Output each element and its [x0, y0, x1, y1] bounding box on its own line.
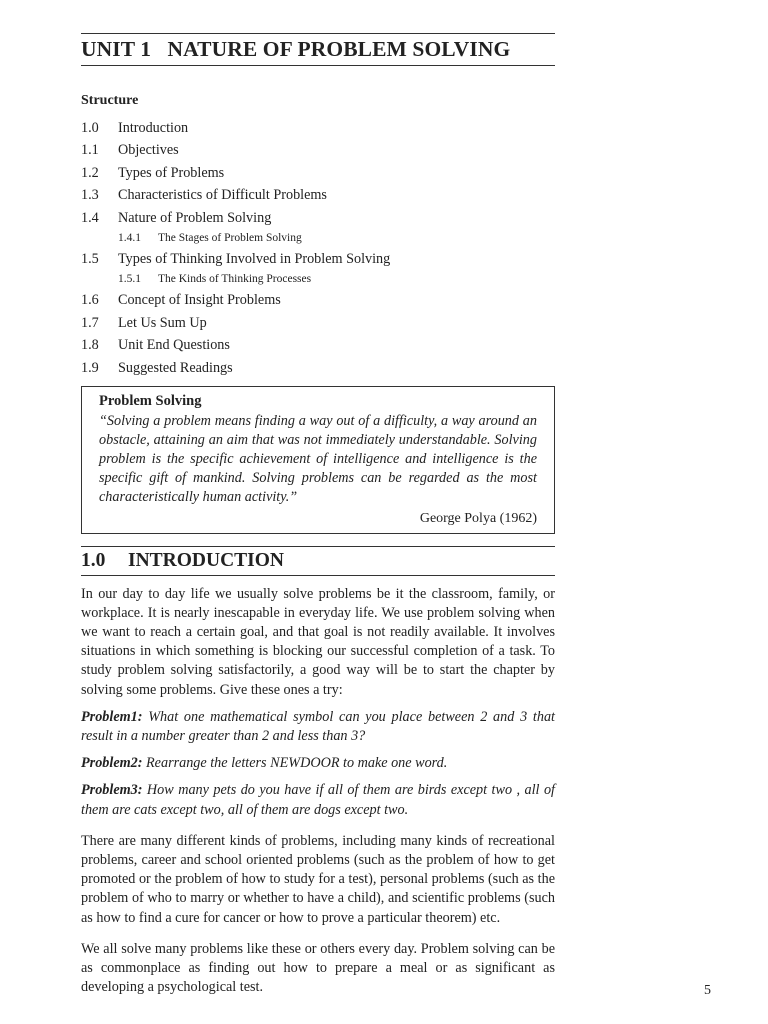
- toc-item: [81, 184, 555, 206]
- intro-paragraph: In our day to day life we usually solve problems be it the classroom, family, or workplace. It is nearly inescapable in everyday life. We use problem solving when we want to reach a certain goal, and that goal is not readily available. It involves situations in which something is blocking our successful completion of a task. To study problem solving satisfactorily, a good way will be to start the chapter by solving some problems. Give these ones a try:: [81, 585, 555, 698]
- toc-item-number: 1.2: [81, 164, 99, 181]
- toc-item-number: 1.8: [81, 337, 99, 354]
- toc-item-number: 1.0: [81, 120, 99, 136]
- problem-1: [81, 708, 555, 746]
- toc-item: [81, 139, 555, 161]
- problem-label: Problem2:: [81, 755, 143, 772]
- toc-item-label: Characteristics of Difficult Problems: [118, 187, 327, 204]
- toc-item-number: 1.1: [81, 142, 99, 159]
- kinds-of-problems-paragraph: There are many different kinds of problems, including many kinds of recreational problems, career and school oriented problems (such as the problem of how to get promoted or the problem of how to study for a test), personal problems (such as the problem of who to marry or whether to have a child), and scientific problems (such as how to find a cure for cancer or how to prove a particular theorem) etc.: [81, 832, 555, 926]
- toc-item-number: 1.5.1: [118, 273, 141, 286]
- toc-item-number: 1.9: [81, 359, 99, 376]
- toc-item-label: Nature of Problem Solving: [118, 209, 272, 226]
- toc-item-number: 1.7: [81, 314, 99, 331]
- toc-item-label: Unit End Questions: [118, 337, 230, 354]
- document-page: [81, 0, 555, 997]
- quote-box: [81, 386, 555, 534]
- section-title: INTRODUCTION: [128, 549, 285, 571]
- toc-item-label: Suggested Readings: [118, 359, 233, 376]
- section-heading: [81, 546, 555, 576]
- problem-label: Problem1:: [81, 708, 143, 725]
- toc-item-label: Objectives: [118, 142, 179, 159]
- toc-item: [81, 312, 555, 334]
- problem-3: [81, 781, 555, 819]
- section-number: 1.0: [81, 549, 106, 571]
- problem-text: What one mathematical symbol can you place between 2 and 3 that result in a number greater than 2 and less than 3?: [81, 708, 555, 745]
- unit-header: [81, 33, 555, 66]
- quote-author: George Polya (1962): [419, 510, 537, 526]
- problem-text: Rearrange the letters NEWDOOR to make one word.: [142, 755, 448, 772]
- unit-title: UNIT 1 NATURE OF PROBLEM SOLVING: [81, 37, 511, 61]
- toc-item-number: 1.5: [81, 251, 99, 268]
- quote-text: “Solving a problem means finding a way out of a difficulty, a way around an obstacle, attaining an aim that was not immediately understandable. Solving problem is the specific achievement of intelligence and intelligence is the specific gift of mankind. Solving problems can be regarded as the most characteristically human activity.”: [99, 413, 537, 505]
- structure-label: Structure: [81, 93, 139, 108]
- toc-item-label: Types of Problems: [118, 164, 225, 181]
- toc-item-label: The Kinds of Thinking Processes: [158, 273, 312, 286]
- toc-item-label: Introduction: [118, 120, 189, 136]
- page-number: 5: [704, 983, 711, 998]
- toc-item: [81, 248, 555, 270]
- toc-item: [81, 117, 555, 139]
- toc-item-label: Let Us Sum Up: [118, 314, 207, 331]
- problem-text: How many pets do you have if all of them are birds except two , all of them are cats except two, all of them are dogs except two.: [81, 782, 555, 818]
- problem-label: Problem3:: [81, 782, 143, 799]
- table-of-contents: [81, 117, 555, 379]
- toc-item-label: Types of Thinking Involved in Problem Solving: [118, 251, 391, 268]
- toc-item-number: 1.4.1: [118, 232, 141, 245]
- toc-item-number: 1.6: [81, 292, 99, 309]
- toc-subitem: [81, 270, 555, 289]
- toc-item-label: The Stages of Problem Solving: [158, 232, 302, 245]
- toc-item: [81, 162, 555, 184]
- toc-item: [81, 334, 555, 356]
- toc-item-number: 1.4: [81, 209, 99, 226]
- quote-box-title: Problem Solving: [99, 393, 202, 410]
- toc-item-number: 1.3: [81, 187, 99, 204]
- toc-item: [81, 207, 555, 229]
- problem-2: [81, 754, 555, 773]
- everyday-problems-paragraph: We all solve many problems like these or others every day. Problem solving can be as commonplace as finding out how to prepare a meal or as significant as developing a psychological test.: [81, 940, 555, 996]
- toc-item: [81, 357, 555, 379]
- toc-item-label: Concept of Insight Problems: [118, 292, 281, 309]
- toc-item: [81, 289, 555, 311]
- toc-subitem: [81, 229, 555, 248]
